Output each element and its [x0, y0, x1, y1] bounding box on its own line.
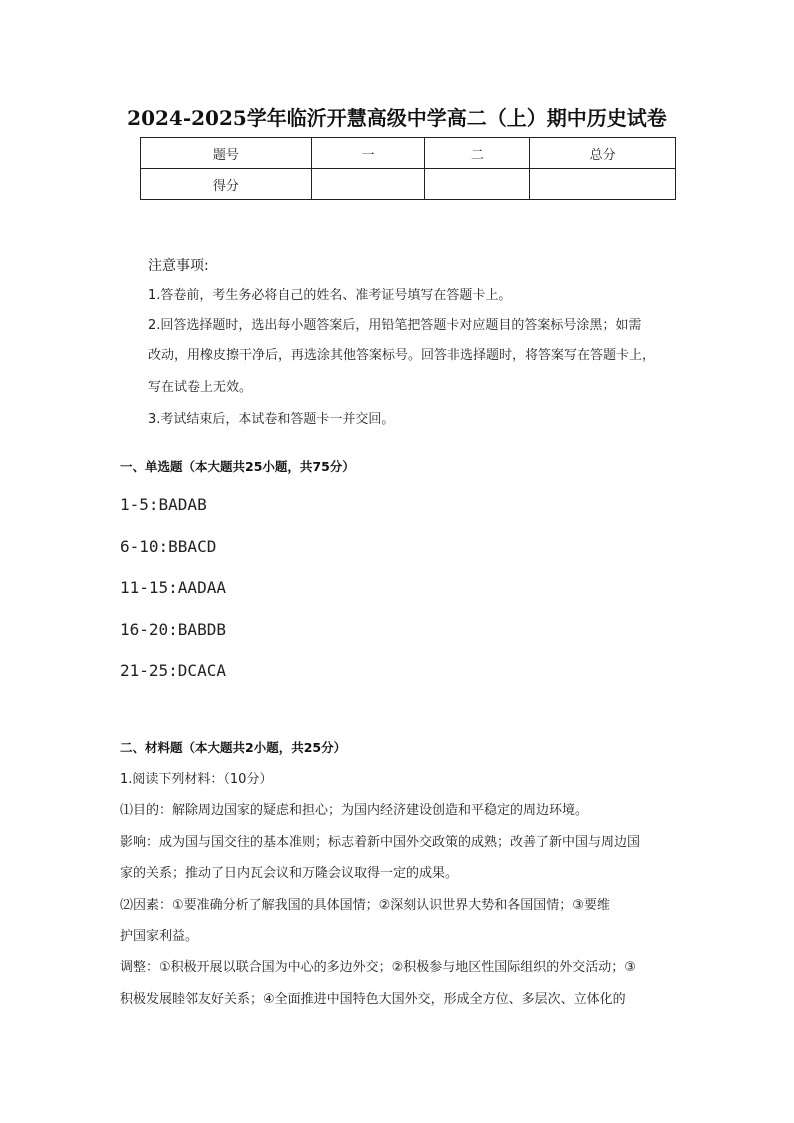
material-line: 护国家利益。 — [120, 929, 199, 944]
score-cell-part-2: 二 — [425, 138, 530, 169]
material-line: ⑵因素：①要准确分析了解我国的具体国情；②深刻认识世界大势和各国国情；③要维 — [120, 898, 610, 913]
notice-line: 3.考试结束后，本试卷和答题卡一并交回。 — [148, 412, 395, 427]
material-line: 积极发展睦邻友好关系；④全面推进中国特色大国外交，形成全方位、多层次、立体化的 — [120, 992, 626, 1007]
answer-row: 21-25:DCACA — [120, 661, 226, 680]
score-cell-value-1 — [311, 169, 425, 200]
answer-row: 6-10:BBACD — [120, 537, 217, 556]
score-cell-label-question: 题号 — [141, 138, 312, 169]
material-line: 调整：①积极开展以联合国为中心的多边外交；②积极参与地区性国际组织的外交活动；③ — [120, 960, 636, 975]
score-table-score-row — [141, 169, 676, 200]
notice-line: 1.答卷前，考生务必将自己的姓名、准考证号填写在答题卡上。 — [148, 288, 512, 303]
score-table-header-row — [141, 138, 676, 169]
score-cell-value-2 — [425, 169, 530, 200]
section-2-heading: 二、材料题（本大题共2小题，共25分） — [120, 740, 347, 755]
notice-line: 写在试卷上无效。 — [148, 380, 253, 395]
section-1-heading: 一、单选题（本大题共25小题，共75分） — [120, 459, 355, 474]
material-question: 1.阅读下列材料：（10分） — [120, 772, 273, 787]
score-cell-part-1: 一 — [311, 138, 425, 169]
answer-row: 16-20:BABDB — [120, 620, 226, 639]
score-cell-label-score: 得分 — [141, 169, 312, 200]
answer-row: 11-15:AADAA — [120, 578, 226, 597]
material-line: 家的关系；推动了日内瓦会议和万隆会议取得一定的成果。 — [120, 866, 459, 881]
notice-heading: 注意事项: — [148, 258, 209, 274]
notice-line: 2.回答选择题时，选出每小题答案后，用铅笔把答题卡对应题目的答案标号涂黑；如需 — [148, 318, 642, 333]
exam-title: 2024-2025学年临沂开慧高级中学高二（上）期中历史试卷 — [127, 106, 667, 130]
score-cell-total: 总分 — [530, 138, 676, 169]
notice-line: 改动，用橡皮擦干净后，再选涂其他答案标号。回答非选择题时，将答案写在答题卡上， — [148, 348, 656, 363]
score-table — [140, 137, 676, 200]
answer-row: 1-5:BADAB — [120, 495, 207, 514]
material-line: 影响：成为国与国交往的基本准则；标志着新中国外交政策的成熟；改善了新中国与周边国 — [120, 835, 641, 850]
score-cell-value-total — [530, 169, 676, 200]
material-line: ⑴目的：解除周边国家的疑虑和担心；为国内经济建设创造和平稳定的周边环境。 — [120, 803, 589, 818]
